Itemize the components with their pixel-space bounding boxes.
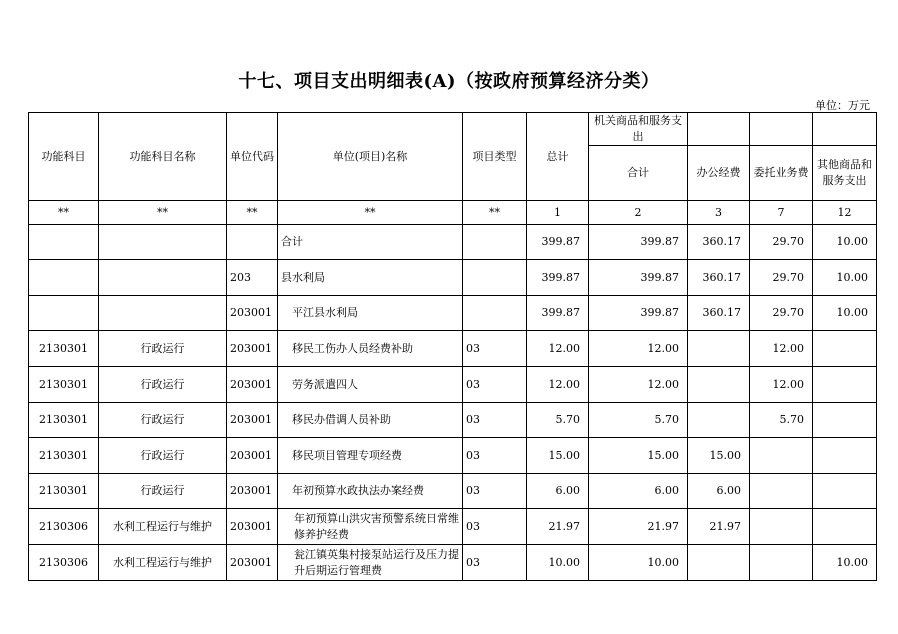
sub-total-cell: 399.87 [589,296,688,331]
func-name-cell [99,260,227,296]
header-func-name: 功能科目名称 [99,113,227,201]
unit-code-cell: 203001 [227,438,278,474]
other-cell [813,474,877,509]
sub-total-cell: 6.00 [589,474,688,509]
header-func-code: 功能科目 [29,113,99,201]
func-code-cell: 2130306 [29,509,99,545]
total-cell: 399.87 [527,260,589,296]
func-name-cell: 行政运行 [99,403,227,438]
unit-name-cell: 年初预算山洪灾害预警系统日常维修养护经费 [278,509,463,545]
table-row [29,438,877,474]
func-name-cell: 水利工程运行与维护 [99,509,227,545]
unit-name-cell: 劳务派遣四人 [278,367,463,403]
office-cell: 6.00 [688,474,750,509]
total-cell: 399.87 [527,296,589,331]
sub-total-cell: 399.87 [589,260,688,296]
func-code-cell: 2130301 [29,403,99,438]
index-cell: ** [99,201,227,225]
office-cell [688,545,750,581]
header-unit-code: 单位代码 [227,113,278,201]
total-cell: 399.87 [527,225,589,260]
entrusted-cell: 12.00 [750,367,813,403]
sub-total-cell: 399.87 [589,225,688,260]
entrusted-cell: 29.70 [750,296,813,331]
unit-name-cell: 年初预算水政执法办案经费 [278,474,463,509]
header-sub-total: 合计 [589,146,688,201]
table-row [29,331,877,367]
index-cell: 12 [813,201,877,225]
table-row [29,509,877,545]
index-cell: ** [278,201,463,225]
entrusted-cell [750,509,813,545]
other-cell [813,367,877,403]
func-name-cell: 水利工程运行与维护 [99,545,227,581]
sub-total-cell: 10.00 [589,545,688,581]
index-cell: ** [29,201,99,225]
proj-type-cell: 03 [463,403,527,438]
table-row [29,225,877,260]
index-cell: 2 [589,201,688,225]
table-row [29,260,877,296]
unit-name-cell: 县水利局 [278,260,463,296]
entrusted-cell [750,474,813,509]
index-cell: ** [463,201,527,225]
header-empty-cell [813,113,877,146]
unit-code-cell [227,225,278,260]
proj-type-cell [463,225,527,260]
entrusted-cell: 12.00 [750,331,813,367]
header-unit-name: 单位(项目)名称 [278,113,463,201]
func-code-cell: 2130301 [29,438,99,474]
func-code-cell [29,296,99,331]
office-cell: 21.97 [688,509,750,545]
header-other: 其他商品和服务支出 [813,146,877,201]
index-cell: 7 [750,201,813,225]
entrusted-cell [750,438,813,474]
unit-code-cell: 203001 [227,545,278,581]
unit-name-cell: 瓮江镇英集村接泵站运行及压力提升后期运行管理费 [278,545,463,581]
office-cell [688,403,750,438]
office-cell [688,367,750,403]
sub-total-cell: 12.00 [589,331,688,367]
office-cell: 360.17 [688,296,750,331]
func-code-cell: 2130301 [29,367,99,403]
unit-code-cell: 203001 [227,296,278,331]
header-proj-type: 项目类型 [463,113,527,201]
header-total: 总计 [527,113,589,201]
header-entrusted: 委托业务费 [750,146,813,201]
other-cell [813,509,877,545]
total-cell: 15.00 [527,438,589,474]
page-title: 十七、项目支出明细表(A)（按政府预算经济分类） [238,71,660,92]
proj-type-cell: 03 [463,438,527,474]
proj-type-cell [463,296,527,331]
proj-type-cell: 03 [463,331,527,367]
unit-label: 单位：万元 [815,99,870,112]
entrusted-cell: 29.70 [750,260,813,296]
proj-type-cell: 03 [463,474,527,509]
entrusted-cell: 29.70 [750,225,813,260]
func-code-cell: 2130301 [29,474,99,509]
other-cell: 10.00 [813,545,877,581]
unit-code-cell: 203001 [227,474,278,509]
entrusted-cell [750,545,813,581]
unit-code-cell: 203 [227,260,278,296]
unit-name-cell: 移民工伤办人员经费补助 [278,331,463,367]
other-cell [813,331,877,367]
func-code-cell [29,260,99,296]
total-cell: 21.97 [527,509,589,545]
header-group: 机关商品和服务支出 [589,113,688,146]
index-cell: 1 [527,201,589,225]
office-cell: 360.17 [688,260,750,296]
entrusted-cell: 5.70 [750,403,813,438]
index-cell: 3 [688,201,750,225]
sub-total-cell: 15.00 [589,438,688,474]
func-code-cell [29,225,99,260]
table-row [29,367,877,403]
func-name-cell: 行政运行 [99,331,227,367]
header-office: 办公经费 [688,146,750,201]
sub-total-cell: 21.97 [589,509,688,545]
proj-type-cell: 03 [463,545,527,581]
proj-type-cell: 03 [463,509,527,545]
unit-name-cell: 平江县水利局 [278,296,463,331]
office-cell [688,331,750,367]
office-cell: 15.00 [688,438,750,474]
header-empty-cell [688,113,750,146]
table-row [29,403,877,438]
project-expense-table [28,112,877,581]
table-row [29,545,877,581]
unit-code-cell: 203001 [227,367,278,403]
func-name-cell [99,225,227,260]
total-cell: 10.00 [527,545,589,581]
table-row [29,474,877,509]
func-code-cell: 2130301 [29,331,99,367]
proj-type-cell: 03 [463,367,527,403]
unit-name-cell: 合计 [278,225,463,260]
unit-name-cell: 移民办借调人员补助 [278,403,463,438]
index-row [29,201,877,225]
index-cell: ** [227,201,278,225]
sub-total-cell: 12.00 [589,367,688,403]
table-row [29,296,877,331]
other-cell [813,438,877,474]
header-empty-cell [750,113,813,146]
func-name-cell: 行政运行 [99,474,227,509]
total-cell: 12.00 [527,367,589,403]
unit-code-cell: 203001 [227,403,278,438]
total-cell: 12.00 [527,331,589,367]
proj-type-cell [463,260,527,296]
func-name-cell [99,296,227,331]
func-name-cell: 行政运行 [99,438,227,474]
unit-code-cell: 203001 [227,509,278,545]
office-cell: 360.17 [688,225,750,260]
func-code-cell: 2130306 [29,545,99,581]
other-cell [813,403,877,438]
other-cell: 10.00 [813,225,877,260]
other-cell: 10.00 [813,260,877,296]
unit-code-cell: 203001 [227,331,278,367]
unit-name-cell: 移民项目管理专项经费 [278,438,463,474]
other-cell: 10.00 [813,296,877,331]
func-name-cell: 行政运行 [99,367,227,403]
total-cell: 6.00 [527,474,589,509]
sub-total-cell: 5.70 [589,403,688,438]
total-cell: 5.70 [527,403,589,438]
